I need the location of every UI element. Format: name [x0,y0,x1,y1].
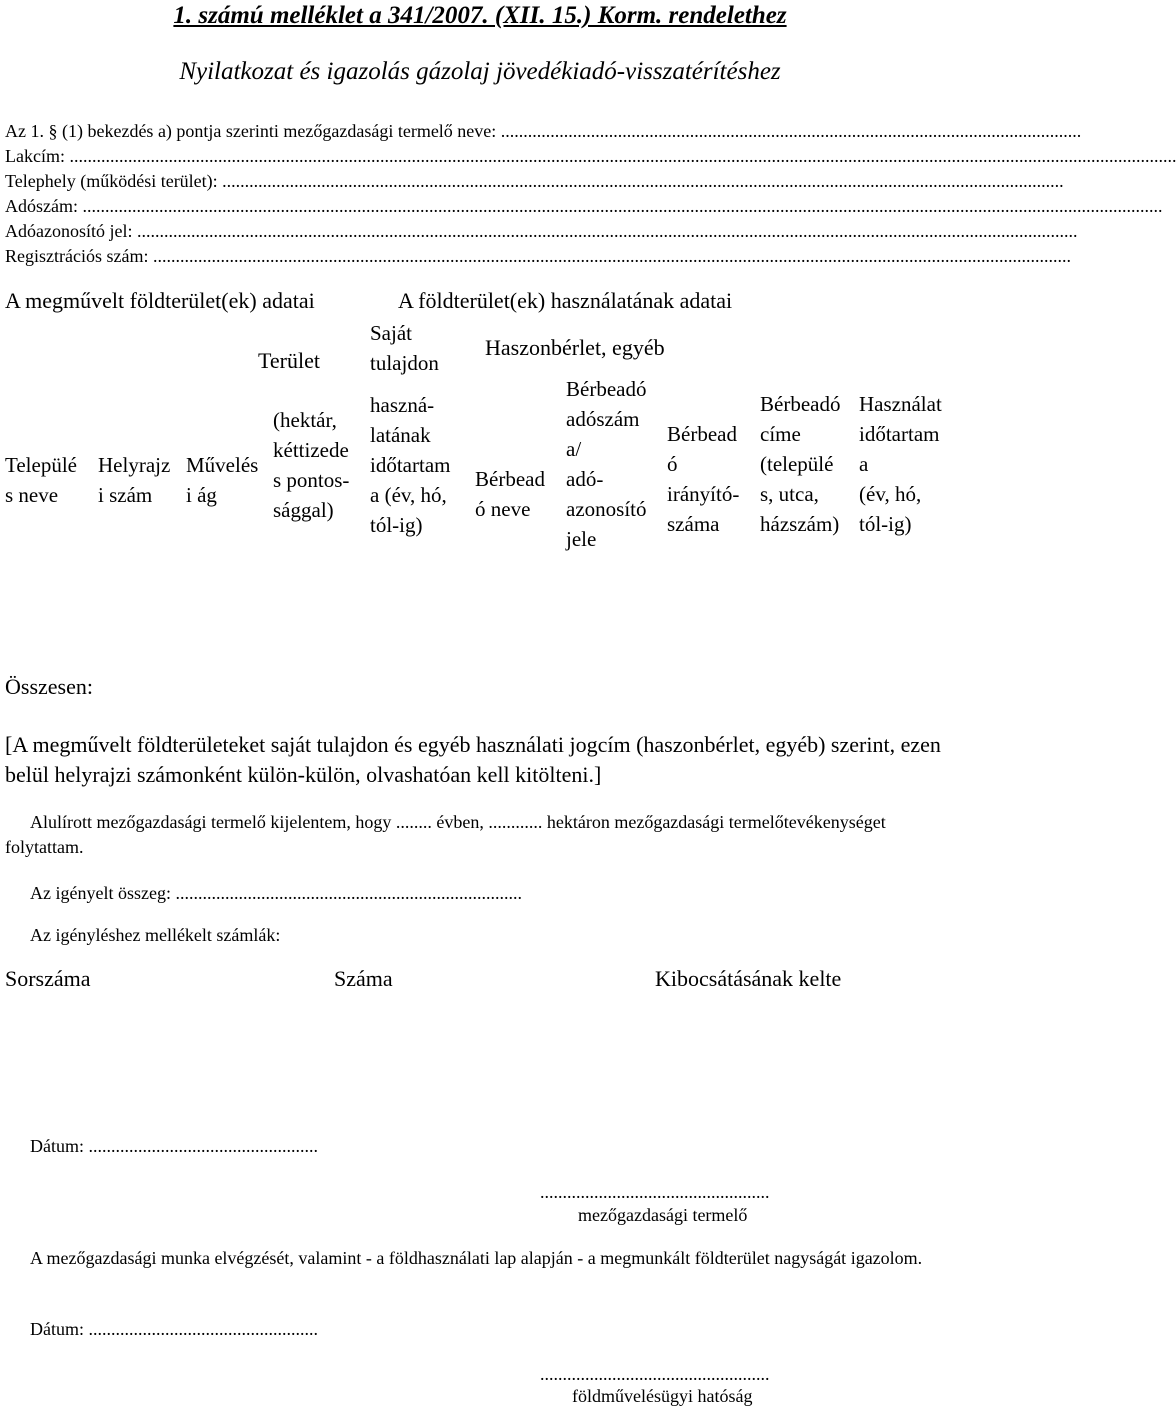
section-land-use: A földterület(ek) használatának adatai [398,288,733,313]
field-producer-name: Az 1. § (1) bekezdés a) pontja szerinti mezőgazdasági termelő neve: ................................................................................................................................. [5,121,1082,141]
field-tax-number: Adószám: ................................................................................................................................................................................................................................................ [5,196,1163,216]
fill-instructions-note: [A megművelt földterületeket saját tulajdon és egyéb használati jogcím (haszonbérlet, egyéb) szerint, ezen belül helyrajzi számonként külön-külön, olvashatóan kell kitölteni.] [5,732,941,787]
date-field-2: Dátum: ................................................... [30,1319,318,1339]
signature-label-producer: mezőgazdasági termelő [578,1205,748,1225]
group-header-lease: Haszonbérlet, egyéb [485,335,665,360]
col-header-settlement: Települé s neve [5,453,77,507]
document-title: 1. számú melléklet a 341/2007. (XII. 15.) Korm. rendelethez [173,2,787,29]
col-header-lot-number: Helyrajz i szám [98,453,171,507]
signature-line-2: ................................................... [540,1364,770,1384]
certification-text: A mezőgazdasági munka elvégzését, valamint - a földhasználati lap alapján - a megmunkált földterület nagyságát igazolom. [30,1248,923,1268]
field-address: Lakcím: ...................................................................................................................................................................................................................................................... [5,146,1176,166]
date-field-1: Dátum: ................................................... [30,1136,318,1156]
field-registration-number: Regisztrációs szám: ............................................................................................................................................................................................................ [5,246,1071,266]
claimed-amount: Az igényelt összeg: ............................................................................. [30,883,522,903]
field-site: Telephely (működési terület): ........................................................................................................................................................................................... [5,171,1064,191]
col-header-hectares: (hektár, kéttizede s pontos- sággal) [273,408,350,522]
attached-invoices-label: Az igényléshez mellékelt számlák: [30,925,281,945]
invoice-col-issue-date: Kibocsátásának kelte [655,966,842,991]
col-header-lessor-name: Bérbead ó neve [475,467,545,521]
signature-label-authority: földművelésügyi hatóság [572,1386,753,1406]
col-header-lessor-zip: Bérbead ó irányító- száma [667,422,740,536]
col-header-lessor-tax: Bérbeadó adószám a/ adó- azonosító jele [566,377,647,551]
invoice-col-serial: Sorszáma [5,966,91,991]
group-header-area: Terület [258,348,320,373]
col-header-lessor-address: Bérbeadó címe (települé s, utca, házszám) [760,392,841,536]
section-cultivated-land: A megművelt földterület(ek) adatai [5,288,315,313]
totals-label: Összesen: [5,674,93,699]
field-tax-id: Adóazonosító jel: ................................................................................................................................................................................................................. [5,221,1078,241]
invoice-col-number: Száma [334,966,393,991]
group-header-own-property: Saját tulajdon [370,321,439,375]
declaration-text: Alulírott mezőgazdasági termelő kijelentem, hogy ........ évben, ............ hektáron mezőgazdasági termelőtevékenységet folytattam. [5,812,886,857]
document-subtitle: Nyilatkozat és igazolás gázolaj jövedékiadó-visszatérítéshez [179,58,781,85]
col-header-cultivation: Művelés i ág [186,453,259,507]
col-header-own-use-period: haszná- latának időtartam a (év, hó, tól-ig) [370,393,451,537]
col-header-use-period: Használat időtartam a (év, hó, tól-ig) [859,392,942,536]
signature-line-1: ................................................... [540,1182,770,1202]
